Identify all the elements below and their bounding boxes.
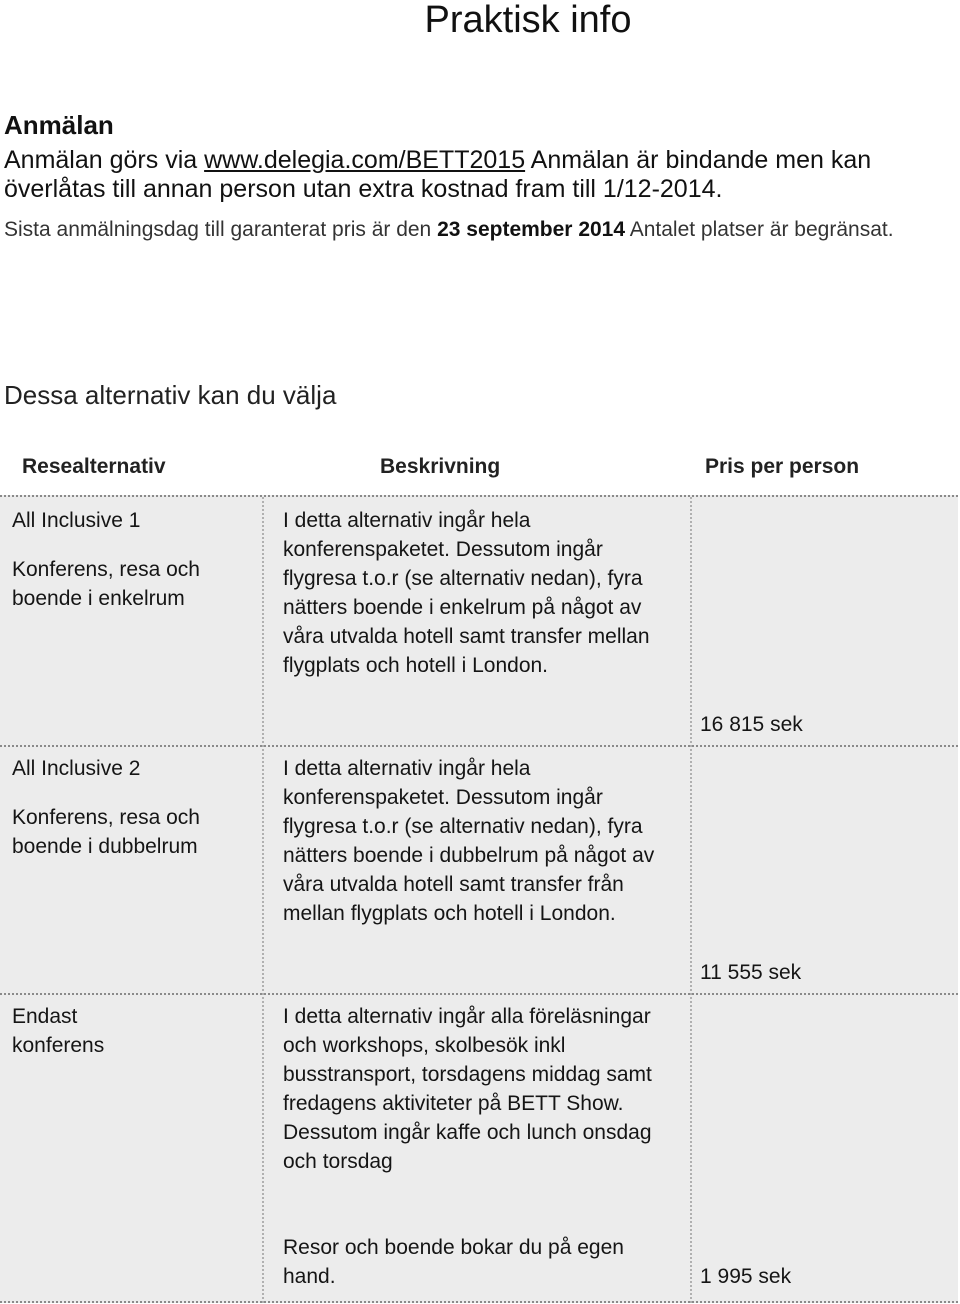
table-row (12, 506, 242, 613)
option-detail: Konferens, resa och boende i enkelrum (12, 558, 200, 610)
option-detail: Konferens, resa och boende i dubbelrum (12, 806, 200, 858)
registration-lead: Anmälan görs via (4, 146, 205, 174)
column-rule (262, 497, 264, 1303)
row-divider (0, 745, 958, 747)
option-name: Endast konferens (12, 1005, 105, 1057)
registration-heading: Anmälan (4, 110, 114, 140)
deadline-date: 23 september 2014 (437, 218, 626, 241)
deadline-capacity-note: Antalet platser är begränsat. (625, 218, 894, 241)
option-name: All Inclusive 1 (12, 509, 141, 532)
table-row (12, 754, 242, 861)
registration-binding-text: Anmälan är bindande men kan överlåtas till annan person utan extra kostnad fram till 1/12-2014. (4, 146, 872, 203)
deadline-text (4, 216, 954, 244)
header-price: Pris per person (705, 455, 860, 478)
option-price: 11 555 sek (700, 961, 802, 984)
option-name: All Inclusive 2 (12, 757, 141, 780)
header-description: Beskrivning (380, 455, 501, 478)
page-title: Praktisk info (424, 0, 632, 41)
option-description-extra: Resor och boende bokar du på egen hand. (283, 1236, 624, 1288)
options-heading: Dessa alternativ kan du välja (4, 380, 337, 410)
header-travel-option: Resealternativ (22, 455, 166, 478)
option-description: I detta alternativ ingår hela konferenspaketet. Dessutom ingår flygresa t.o.r (se alternativ nedan), fyra nätters boende i dubbelrum på något av våra utvalda hotell samt transfer från mellan flygplats och hotell i London. (283, 757, 655, 925)
option-price: 16 815 sek (700, 713, 803, 736)
table-bottom-border (0, 1301, 958, 1303)
column-rule (690, 497, 692, 1303)
deadline-lead: Sista anmälningsdag till garanterat pris är den (4, 218, 438, 241)
option-description: I detta alternativ ingår hela konferenspaketet. Dessutom ingår flygresa t.o.r (se alternativ nedan), fyra nätters boende i enkelrum på något av våra utvalda hotell samt transfer mellan flygplats och hotell i London. (283, 509, 650, 677)
registration-text (4, 146, 954, 204)
option-description: I detta alternativ ingår alla föreläsningar och workshops, skolbesök inkl busstransport, torsdagens middag samt fredagens aktiviteter på BETT Show. Dessutom ingår kaffe och lunch onsdag och torsdag (283, 1005, 652, 1173)
row-divider (0, 993, 958, 995)
registration-link[interactable]: www.delegia.com/BETT2015 (204, 146, 526, 174)
option-price: 1 995 sek (700, 1265, 792, 1288)
table-row (12, 1002, 162, 1060)
